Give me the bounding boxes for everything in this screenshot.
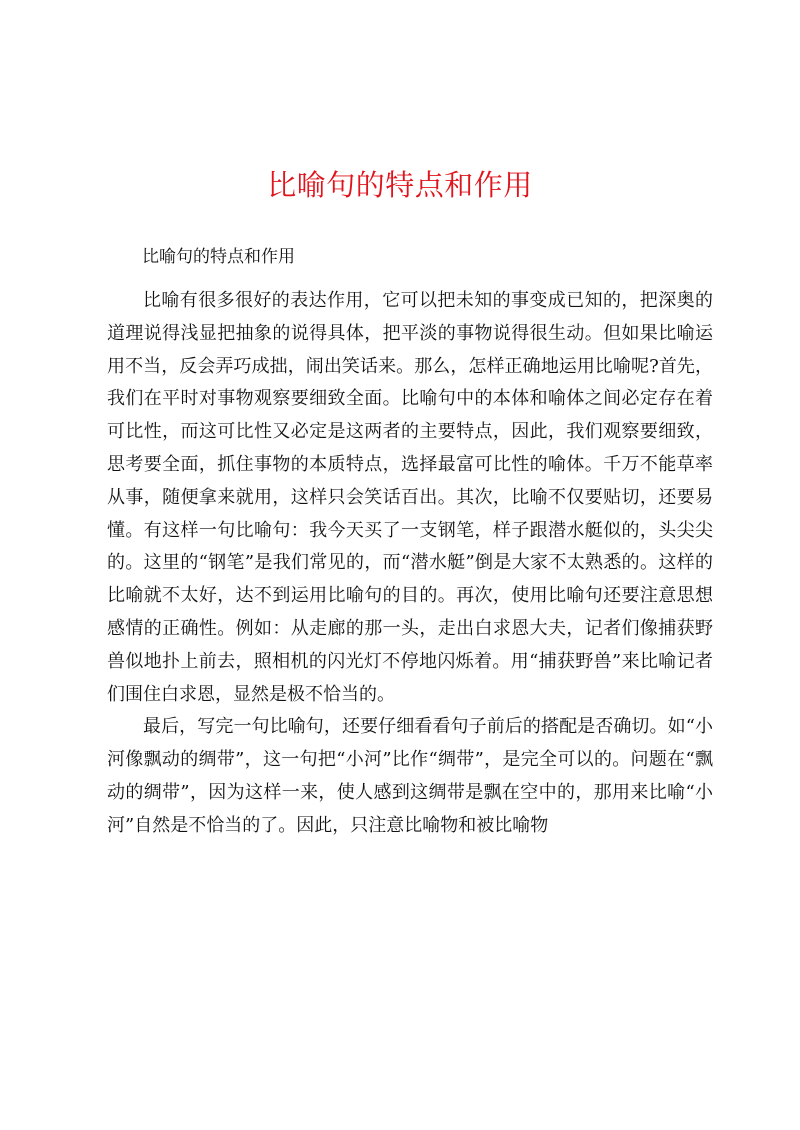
paragraph: 最后，写完一句比喻句，还要仔细看看句子前后的搭配是否确切。如“小河像飘动的绸带”，这一句把“小河”比作“绸带”，是完全可以的。问题在“飘动的绸带”，因为这样一来，使人感到这绸带是飘在空中的，那用来比喻“小河”自然是不恰当的了。因此，只注意比喻物和被比喻物: [107, 716, 713, 836]
body-text: [107, 285, 713, 843]
subheading: 比喻句的特点和作用: [142, 247, 295, 267]
page-title: 比喻句的特点和作用: [267, 168, 533, 202]
paragraph: 比喻有很多很好的表达作用，它可以把未知的事变成已知的，把深奥的道理说得浅显把抽象的说得具体，把平淡的事物说得很生动。但如果比喻运用不当，反会弄巧成拙，闹出笑话来。那么，怎样正确地运用比喻呢?首先，我们在平时对事物观察要细致全面。比喻句中的本体和喻体之间必定存在着可比性，而这可比性又必定是这两者的主要特点，因此，我们观察要细致，思考要全面，抓住事物的本质特点，选择最富可比性的喻体。千万不能草率从事，随便拿来就用，这样只会笑话百出。其次，比喻不仅要贴切，还要易懂。有这样一句比喻句：我今天买了一支钢笔，样子跟潜水艇似的，头尖尖的。这里的“钢笔”是我们常见的，而“潜水艇”倒是大家不太熟悉的。这样的比喻就不太好，达不到运用比喻句的目的。再次，使用比喻句还要注意思想感情的正确性。例如：从走廊的那一头，走出白求恩大夫，记者们像捕获野兽似地扑上前去，照相机的闪光灯不停地闪烁着。用“捕获野兽”来比喻记者们围住白求恩，显然是极不恰当的。: [107, 290, 713, 705]
